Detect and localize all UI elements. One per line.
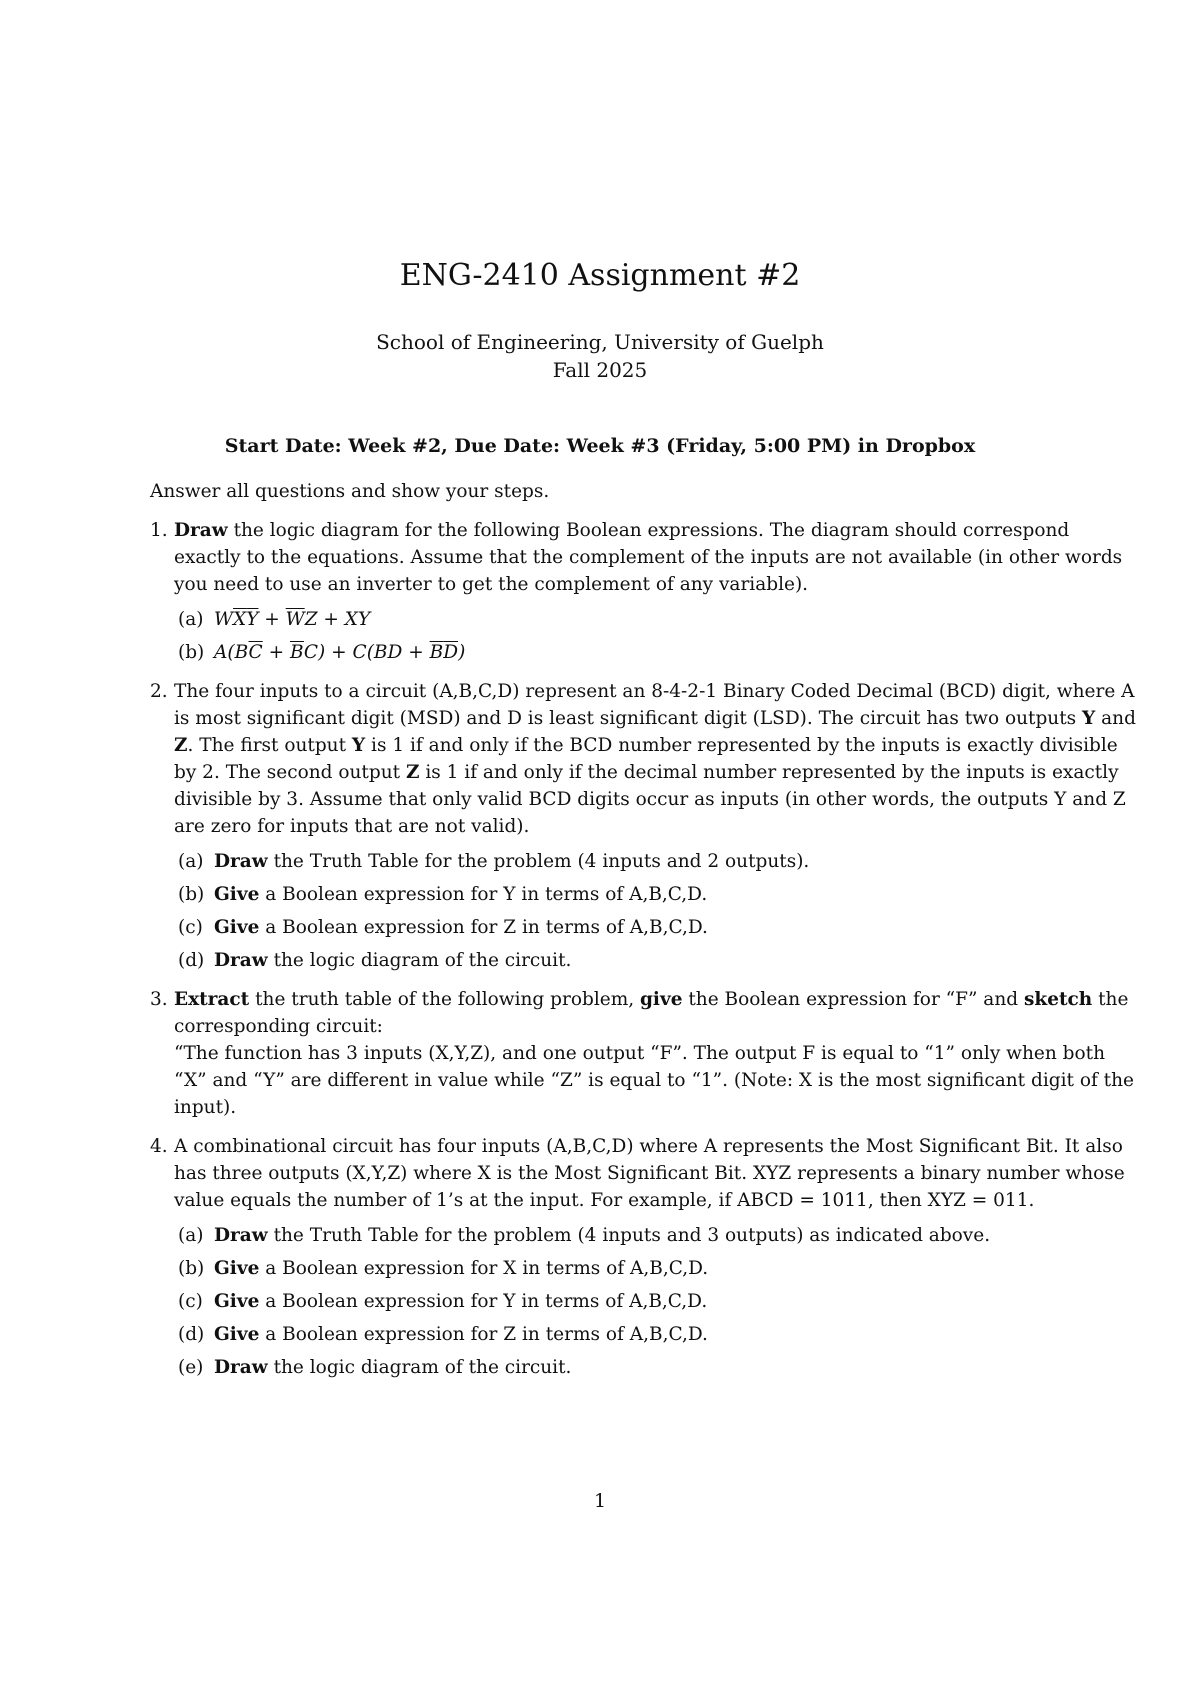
subquestion-list bbox=[174, 848, 1140, 974]
subquestion-letter: (a) bbox=[178, 609, 204, 630]
problem-statement: “The function has 3 inputs (X,Y,Z), and one output “F”. The output F is equal to “1” only when both “X” and “Y” are different in value while “Z” is equal to “1”. (Note: X is the most significant digit of the input). bbox=[174, 1043, 1134, 1118]
subquestion: (c) Give a Boolean expression for Z in terms of A,B,C,D. bbox=[178, 917, 708, 938]
page-title: ENG-2410 Assignment #2 bbox=[399, 258, 801, 293]
subquestion: (d) Draw the logic diagram of the circuit. bbox=[178, 950, 572, 971]
course-info bbox=[0, 328, 1200, 384]
question-text bbox=[174, 517, 1140, 598]
instructions: Answer all questions and show your steps. bbox=[150, 481, 550, 502]
question-list bbox=[150, 517, 1140, 1381]
question-number: 3. bbox=[150, 989, 168, 1010]
subquestion-list bbox=[174, 606, 1140, 666]
question-text: Extract the truth table of the following problem, give the Boolean expression for “F” and sketch the corresponding circuit: “The function has 3 inputs (X,Y,Z), and one output “F”. The output F is equal to “1” only when both “X” and “Y” are different in value while “Z” is equal to “1”. (Note: X is the most significant digit of the input). bbox=[174, 989, 1134, 1118]
boolean-expression: $W\overline{X}\overline{Y} + \overline{W}Z$ + XY bbox=[214, 609, 371, 630]
term: Fall 2025 bbox=[552, 358, 648, 382]
subquestion: (e) Draw the logic diagram of the circuit. bbox=[178, 1357, 572, 1378]
question-1 bbox=[150, 517, 1140, 666]
subquestion: (d) Give a Boolean expression for Z in terms of A,B,C,D. bbox=[178, 1324, 708, 1345]
subquestion-a bbox=[174, 606, 1140, 633]
subquestion: (a) Draw the Truth Table for the problem (4 inputs and 2 outputs). bbox=[178, 851, 810, 872]
question-text: A combinational circuit has four inputs (A,B,C,D) where A represents the Most Significant Bit. It also has three outputs (X,Y,Z) where X is the Most Significant Bit. XYZ represents a binary number whose value equals the number of 1’s at the input. For example, if ABCD = 1011, then XYZ = 011. bbox=[174, 1136, 1125, 1211]
question-3 bbox=[150, 986, 1140, 1121]
subquestion-b bbox=[174, 639, 1140, 666]
subquestion-list bbox=[174, 1222, 1140, 1381]
subquestion: (b) Give a Boolean expression for X in terms of A,B,C,D. bbox=[178, 1258, 709, 1279]
question-2 bbox=[150, 678, 1140, 974]
assignment-dates: Start Date: Week #2, Due Date: Week #3 (Friday, 5:00 PM) in Dropbox bbox=[224, 435, 976, 457]
subquestion: (c) Give a Boolean expression for Y in terms of A,B,C,D. bbox=[178, 1291, 708, 1312]
subquestion: (a) Draw the Truth Table for the problem (4 inputs and 3 outputs) as indicated above. bbox=[178, 1225, 991, 1246]
boolean-expression: $A(B\overline{C} + \overline{B}C) + C(BD + \overline{B}\overline{D})$ bbox=[214, 642, 466, 663]
question-number: 2. bbox=[150, 681, 168, 702]
question-text: The four inputs to a circuit (A,B,C,D) represent an 8-4-2-1 Binary Coded Decimal (BCD) digit, where A is most significant digit (MSD) and D is least significant digit (LSD). The circuit has two outputs Y and Z. The first output Y is 1 if and only if the BCD number represented by the inputs is exactly divisible by 2. The second output Z is 1 if and only if the decimal number represented by the inputs is exactly divisible by 3. Assume that only valid BCD digits occur as inputs (in other words, the outputs Y and Z are zero for inputs that are not valid). bbox=[174, 681, 1136, 837]
question-number: 1. bbox=[150, 520, 168, 541]
question-number: 4. bbox=[150, 1136, 168, 1157]
keyword: Draw bbox=[174, 520, 228, 541]
page-number: 1 bbox=[593, 1490, 607, 1512]
question-body: the logic diagram for the following Boolean expressions. The diagram should correspond exactly to the equations. Assume that the complement of the inputs are not available (in other words you need to use an inverter to get the complement of any variable). bbox=[174, 520, 1123, 595]
school-name: School of Engineering, University of Guelph bbox=[376, 330, 824, 354]
question-4 bbox=[150, 1133, 1140, 1381]
subquestion: (b) Give a Boolean expression for Y in terms of A,B,C,D. bbox=[178, 884, 708, 905]
subquestion-letter: (b) bbox=[178, 642, 205, 663]
assignment-body bbox=[150, 478, 1140, 1393]
